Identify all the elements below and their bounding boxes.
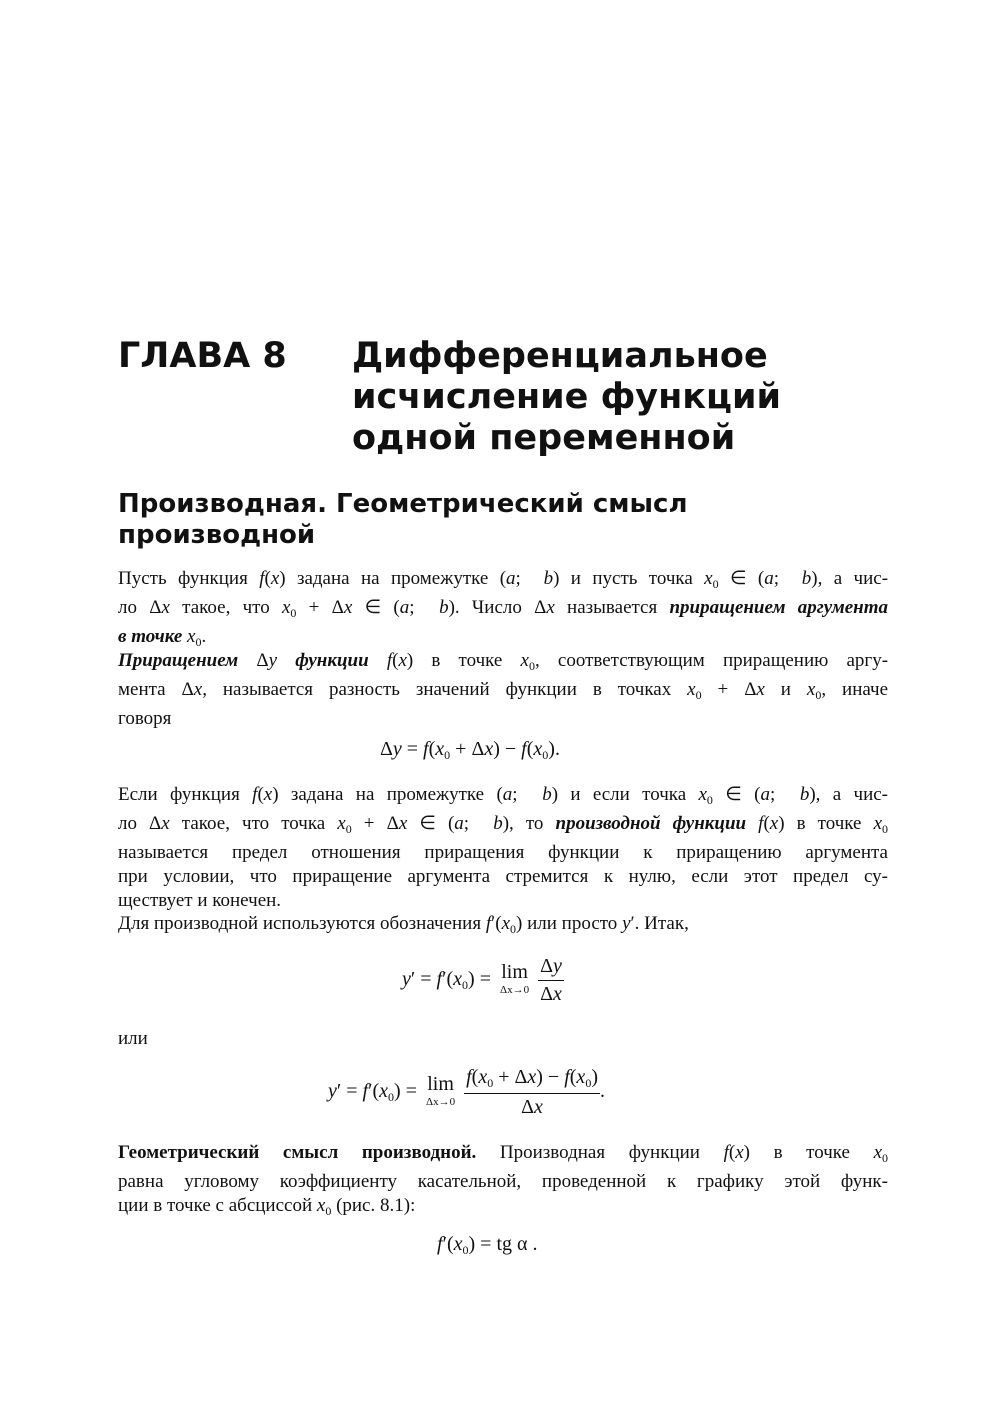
- paragraph-notation: Для производной используются обозначения $f'(x_0)$ или просто y′. Итак,: [118, 913, 689, 936]
- paragraph-increment-argument: Пусть функция f(x) задана на промежутке (a; b) и пусть точка $x_0$ ∈ (a; b), а чис- ло Δx такое, что $x_0 + \Delta x$ ∈ (a; b). Число Δx называется приращением аргумента в точке $x_0$.: [118, 568, 889, 649]
- chapter-title-line: исчисление функций: [352, 377, 782, 417]
- formula-increment: $\Delta y = f(x_0 + \Delta x) - f(x_0)$.: [380, 738, 560, 762]
- paragraph-geometric-meaning: Геометрический смысл производной. Производная функции f(x) в точке $x_0$ равна угловому коэффициенту касательной, проведенной к графику этой функ- ции в точке с абсциссой $x_0$ (рис. 8.1):: [118, 1142, 889, 1218]
- chapter-title-line: Дифференциальное: [352, 336, 768, 376]
- word-or: или: [118, 1028, 148, 1049]
- formula-derivative-limit-expanded: $y' = f'(x_0)$ = lim Δx→0 $\frac{f(x_0 + \Delta x) - f(x_0)}{\Delta x}$ .: [328, 1066, 605, 1118]
- paragraph-derivative-definition: Если функция f(x) задана на промежутке (a; b) и если точка $x_0$ ∈ (a; b), а чис- ло Δx такое, что точка $x_0 + \Delta x$ ∈ (a; b), то производной функции f(x) в точке $x_0$ называется предел отношения приращения функции к приращению аргумента при условии, что приращение аргумента стремится к нулю, если этот предел су- ществует и конечен.: [118, 784, 888, 911]
- formula-derivative-limit: $y' = f'(x_0)$ = lim Δx→0 $\frac{\Delta y}{\Delta x}$: [402, 955, 562, 1005]
- chapter-label: ГЛАВА 8: [118, 336, 287, 376]
- chapter-title-line: одной переменной: [352, 418, 736, 458]
- paragraph-increment-function: Приращением Δy функции f(x) в точке $x_0$, соответствующим приращению аргу- мента Δx, называется разность значений функции в точках $x_0 + \Delta x$ и $x_0$, иначе говоря: [118, 650, 889, 729]
- chapter-title: [352, 336, 781, 459]
- formula-tangent-slope: $f'(x_0)$ = tg α .: [437, 1233, 538, 1257]
- section-heading: Производная. Геометрический смысл производной: [118, 489, 688, 550]
